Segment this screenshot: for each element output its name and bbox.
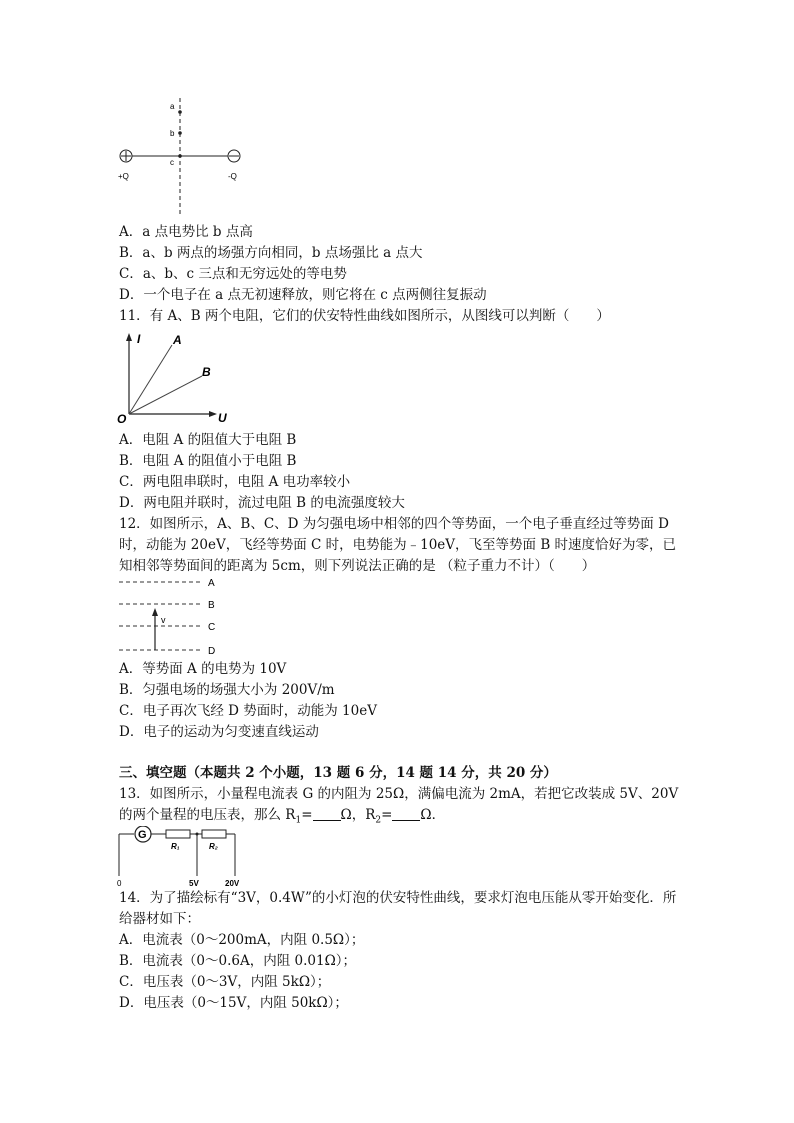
q13-figure: [113, 826, 253, 888]
q11-option-b: B．电阻 A 的阻值小于电阻 B: [119, 453, 297, 469]
q10-option-c: C．a、b、c 三点和无穷远处的等电势: [119, 266, 347, 282]
q11-label-o: O: [117, 412, 127, 425]
q13-unit-2: Ω．: [420, 807, 446, 823]
q12-option-b: B．匀强电场的场强大小为 200V/m: [119, 682, 335, 698]
q11-option-a: A．电阻 A 的阻值大于电阻 B: [119, 432, 297, 448]
q10-option-a: A．a 点电势比 b 点高: [119, 224, 253, 240]
q12-option-a: A．等势面 A 的电势为 10V: [119, 661, 287, 677]
q12-label-b: B: [208, 600, 215, 611]
q14-item-d: D．电压表（0～15V，内阻 50kΩ）；: [119, 995, 348, 1011]
q11-option-c: C．两电阻串联时，电阻 A 电功率较小: [119, 474, 351, 490]
q10-figure: [115, 98, 255, 218]
q11-figure: [117, 330, 232, 425]
q12-label-d: D: [208, 646, 216, 656]
q11-label-u: U: [218, 411, 227, 425]
q12-stem-line-1: 12．如图所示，A、B、C、D 为匀强电场中相邻的四个等势面，一个电子垂直经过等势面 D: [119, 516, 669, 532]
q14-stem-line-2: 给器材如下：: [119, 911, 200, 927]
q14-item-b: B．电流表（0～0.6A，内阻 0.01Ω）；: [119, 953, 357, 969]
q10-label-plus-q: +Q: [118, 172, 129, 181]
q14-item-a: A．电流表（0～200mA，内阻 0.5Ω）；: [119, 932, 365, 948]
q12-figure: [117, 576, 227, 656]
r1-answer-blank[interactable]: [313, 807, 341, 821]
q10-label-minus-q: -Q: [228, 172, 237, 181]
q11-label-i: I: [137, 332, 141, 346]
q12-stem-line-3: 知相邻等势面间的距离为 5cm，则下列说法正确的是 （粒子重力不计）（ ）: [119, 558, 596, 574]
q13-stem-line-1: 13．如图所示，小量程电流表 G 的内阻为 25Ω，满偏电流为 2mA，若把它改装成 5V、20V: [119, 786, 679, 802]
q10-label-b: b: [170, 129, 175, 138]
r2-answer-blank[interactable]: [392, 807, 420, 821]
q12-label-c: C: [208, 622, 216, 633]
q13-label-0: 0: [117, 879, 122, 888]
section-3-title: 三、填空题（本题共 2 个小题，13 题 6 分，14 题 14 分，共 20 分）: [119, 765, 557, 781]
q14-stem-line-1: 14．为了描绘标有“3V，0.4W”的小灯泡的伏安特性曲线，要求灯泡电压能从零开始变化．所: [119, 890, 677, 906]
q11-label-a: A: [173, 333, 182, 347]
q13-label-r2: R₂: [209, 842, 218, 851]
q13-unit-1: Ω，R: [340, 807, 376, 823]
q12-stem-line-2: 时，动能为 20eV，飞经等势面 C 时，电势能为﹣10eV，飞至等势面 B 时速度恰好为零，已: [119, 537, 677, 553]
q10-option-d: D．一个电子在 a 点无初速释放，则它将在 c 点两侧往复振动: [119, 287, 487, 303]
q13-label-20v: 20V: [225, 879, 240, 888]
q12-label-v: v: [161, 615, 166, 625]
q14-item-c: C．电压表（0～3V，内阻 5kΩ）；: [119, 974, 331, 990]
q10-label-a: a: [170, 102, 175, 111]
q10-label-c: c: [170, 158, 174, 167]
r1-equals: =: [301, 807, 313, 823]
r1-subscript: 1: [295, 815, 302, 826]
q13-label-r1: R₁: [171, 842, 180, 851]
q13-stem-text: 的两个量程的电压表，那么 R: [119, 807, 296, 823]
q11-stem: 11．有 A、B 两个电阻，它们的伏安特性曲线如图所示，从图线可以判断（ ）: [119, 308, 610, 324]
q12-option-c: C．电子再次飞经 D 势面时，动能为 10eV: [119, 703, 377, 719]
q12-option-d: D．电子的运动为匀变速直线运动: [119, 724, 319, 740]
r2-subscript: 2: [375, 815, 382, 826]
r2-equals: =: [381, 807, 393, 823]
q13-label-5v: 5V: [189, 879, 199, 888]
q10-option-b: B．a、b 两点的场强方向相同，b 点场强比 a 点大: [119, 245, 423, 261]
q11-option-d: D．两电阻并联时，流过电阻 B 的电流强度较大: [119, 495, 405, 511]
q13-label-g: G: [138, 829, 147, 841]
q12-label-a: A: [208, 578, 215, 589]
q11-label-b: B: [202, 365, 211, 379]
